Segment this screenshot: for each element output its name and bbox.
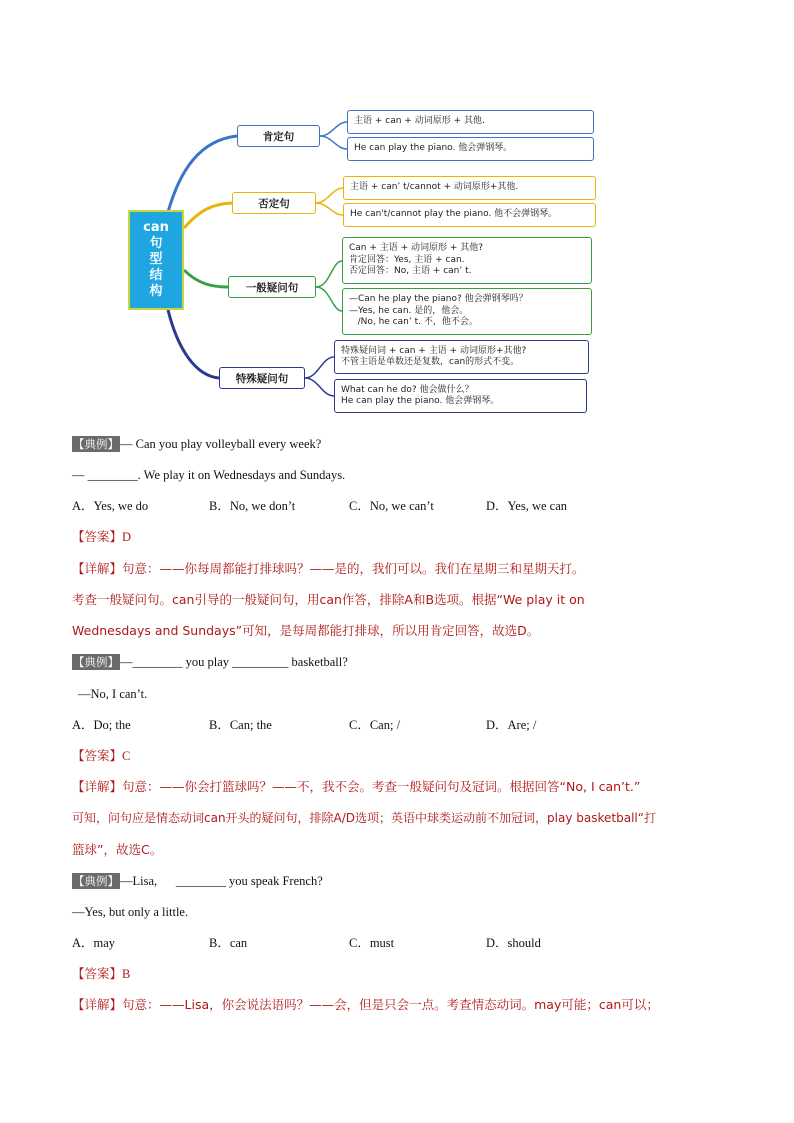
- leaf-negative-example: [343, 203, 596, 227]
- mind-map: [0, 0, 794, 430]
- option-a: A．may: [72, 936, 116, 950]
- example-1-answer: [72, 529, 131, 545]
- question-line: —________ you play _________ basketball?: [120, 655, 348, 669]
- leaf-line: 主语 + can’ t/cannot + 动词原形+其他.: [350, 182, 519, 193]
- example-3-answer: [72, 966, 130, 982]
- detail-text: 句意：——你会打篮球吗？——不，我不会。考查一般疑问句及冠词。根据回答“No, I can’t.”: [122, 779, 641, 794]
- detail-tag: 【详解】: [72, 561, 123, 576]
- example-2-detail-line: 篮球”，故选C。: [72, 842, 163, 857]
- option-c: C．must: [349, 936, 395, 950]
- leaf-line: Can + 主语 + 动词原形 + 其他?: [349, 243, 484, 254]
- leaf-line: —Can he play the piano? 他会弹钢琴吗？: [349, 294, 528, 305]
- example-3-question: [72, 873, 323, 889]
- leaf-line: What can he do? 他会做什么？: [341, 384, 474, 395]
- example-1-question: [72, 436, 321, 452]
- root-char: 句: [149, 236, 163, 251]
- example-3-options: [72, 935, 722, 951]
- option-d: D．Are; /: [486, 718, 537, 732]
- option-b: B．No, we don’t: [209, 499, 296, 513]
- example-tag: 【典例】: [73, 874, 119, 888]
- leaf-line: He can play the piano. 他会弹钢琴。: [354, 143, 513, 154]
- example-1-detail-line: 考查一般疑问句。can引导的一般疑问句，用can作答，排除A和B选项。根据“We play it on: [72, 592, 585, 607]
- leaf-line: /No, he can’ t. 不，他不会。: [349, 317, 478, 328]
- leaf-negative-rule: [343, 176, 596, 200]
- answer-value: B: [122, 967, 131, 981]
- option-b: B．Can; the: [209, 718, 272, 732]
- answer-value: D: [122, 530, 132, 544]
- branch-special-question: 特殊疑问句: [219, 367, 305, 389]
- example-3-response: —Yes, but only a little.: [72, 905, 189, 919]
- example-2-question: [72, 654, 348, 670]
- example-3-detail-line: [72, 997, 659, 1013]
- example-1-detail-line: [72, 561, 585, 577]
- answer-tag: 【答案】: [72, 748, 123, 763]
- leaf-special-question-rule: [334, 340, 589, 374]
- option-a: A．Yes, we do: [72, 499, 149, 513]
- answer-value: C: [122, 749, 131, 763]
- option-d: D．should: [486, 936, 541, 950]
- question-line: —Lisa, ________ you speak French?: [120, 874, 323, 888]
- leaf-general-question-rule: [342, 237, 592, 284]
- example-tag: 【典例】: [73, 655, 119, 669]
- leaf-line: 不管主语是单数还是复数，can的形式不变。: [341, 357, 520, 367]
- leaf-special-question-example: [334, 379, 587, 413]
- example-2-answer: [72, 748, 130, 764]
- root-title: can: [143, 220, 169, 235]
- detail-tag: 【详解】: [72, 997, 123, 1012]
- leaf-line: He can play the piano. 他会弹钢琴。: [341, 396, 500, 406]
- option-a: A．Do; the: [72, 718, 131, 732]
- option-c: C．Can; /: [349, 718, 401, 732]
- question-line: — Can you play volleyball every week?: [120, 437, 322, 451]
- leaf-general-question-example: [342, 288, 592, 335]
- leaf-line: 主语 + can + 动词原形 + 其他.: [354, 116, 485, 127]
- option-c: C．No, we can’t: [349, 499, 434, 513]
- example-2-detail-line: 可知，问句应是情态动词can开头的疑问句，排除A/D选项；英语中球类运动前不加冠词，play basketball“打: [72, 811, 656, 825]
- detail-text: 句意：——你每周都能打排球吗？——是的，我们可以。我们在星期三和星期天打。: [122, 561, 585, 576]
- branch-general-question: 一般疑问句: [228, 276, 316, 298]
- example-1-detail-line: Wednesdays and Sundays”可知，是每周都能打排球，所以用肯定回答，故选D。: [72, 623, 540, 638]
- branch-affirmative: 肯定句: [237, 125, 320, 147]
- answer-tag: 【答案】: [72, 529, 123, 544]
- root-char: 结: [149, 268, 163, 283]
- branch-negative: 否定句: [232, 192, 316, 214]
- leaf-line: —Yes, he can. 是的，他会。: [349, 305, 469, 316]
- option-b: B．can: [209, 936, 248, 950]
- example-2-detail-line: [72, 779, 640, 795]
- option-d: D．Yes, we can: [486, 499, 568, 513]
- example-tag: 【典例】: [73, 437, 119, 451]
- mind-map-root: [128, 210, 184, 310]
- root-char: 型: [149, 252, 163, 267]
- leaf-line: 否定回答：No, 主语 + can’ t.: [349, 266, 472, 277]
- leaf-line: 特殊疑问词 + can + 主语 + 动词原形+其他?: [341, 345, 527, 356]
- leaf-affirmative-example: [347, 137, 594, 161]
- example-1-options: [72, 498, 722, 514]
- leaf-line: He can't/cannot play the piano. 他不会弹钢琴。: [350, 209, 558, 220]
- example-2-response: —No, I can’t.: [78, 687, 148, 701]
- answer-tag: 【答案】: [72, 966, 123, 981]
- detail-text: 句意：——Lisa，你会说法语吗？——会，但是只会一点。考查情态动词。may可能；can可以；: [122, 997, 659, 1012]
- leaf-line: 肯定回答：Yes, 主语 + can.: [349, 254, 465, 265]
- detail-tag: 【详解】: [72, 779, 123, 794]
- root-char: 构: [149, 284, 163, 299]
- leaf-affirmative-rule: [347, 110, 594, 134]
- example-1-response: — ________. We play it on Wednesdays and Sundays.: [72, 468, 346, 482]
- example-2-options: [72, 717, 722, 733]
